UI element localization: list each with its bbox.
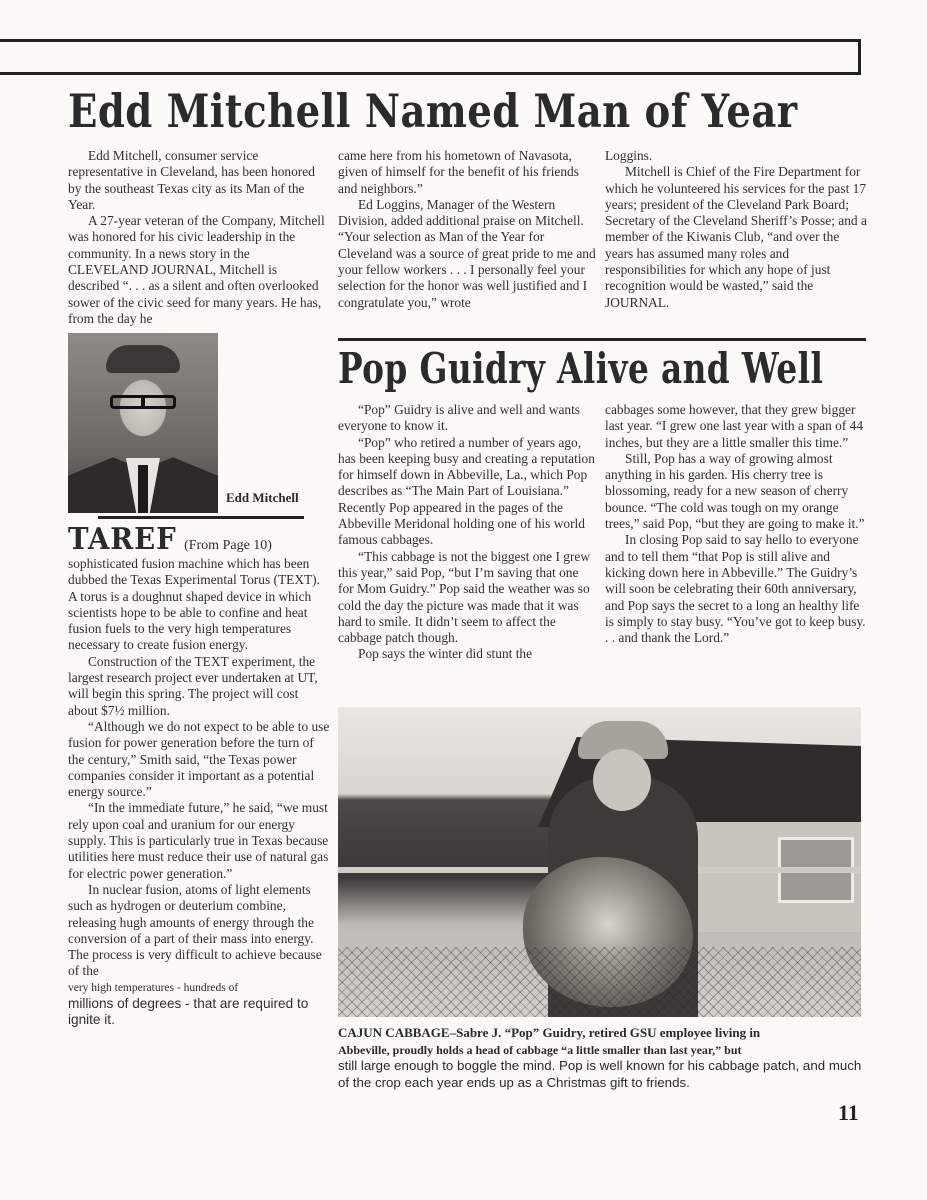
section-divider-rule: [98, 516, 304, 519]
mitchell-column-3: [605, 148, 867, 311]
continued-from-link: (From Page 10): [184, 538, 272, 553]
paragraph: “Pop” Guidry is alive and well and wants everyone to know it.: [338, 402, 581, 434]
headline-pop-guidry: Pop Guidry Alive and Well: [338, 344, 824, 393]
paragraph: came here from his hometown of Navasota, given of himself for the benefit of his friends and neighbors.”: [338, 148, 579, 196]
caption-line: Abbeville, proudly holds a head of cabbage “a little smaller than last year,” but: [338, 1042, 742, 1057]
paragraph: “In the immediate future,” he said, “we must rely upon coal and uranium for our energy supply. This is particularly true in Texas because utilities here must reduce their use of natural gas for electric power generation.”: [68, 800, 329, 881]
paragraph: Ed Loggins, Manager of the Western Division, added additional praise on Mitchell. “Your selection as Man of the Year for Cleveland was a source of great pride to me and your fellow workers . . . I personally feel your selection for the honor was well justified and I congratulate you,” wrote: [338, 196, 596, 310]
paragraph-final-line: millions of degrees - that are required to ignite it.: [68, 996, 309, 1028]
mitchell-column-1: [68, 148, 330, 327]
taref-title: TAREF: [68, 522, 177, 557]
photo-chainlink-fence: [338, 947, 861, 1017]
paragraph: Construction of the TEXT experiment, the largest research project ever undertaken at UT, will begin this spring. The project will cost about $7½ million.: [68, 653, 318, 718]
mitchell-column-2: [338, 148, 598, 311]
guidry-column-1: [338, 402, 596, 663]
paragraph: “This cabbage is not the biggest one I grew this year,” said Pop, “but I’m saving that one for Mom Guidry.” Pop said the weather was so cold the day the picture was made that it was hard to smile. It didn’t seem to affect the cabbage patch though.: [338, 548, 591, 646]
photo-face: [593, 749, 651, 811]
paragraph: Still, Pop has a way of growing almost anything in his garden. His cherry tree is blossoming, ready for a new season of cherry bounce. “The cold was tough on my orange trees,” said Pop, “but they are going to make it.”: [605, 450, 865, 532]
paragraph: Mitchell is Chief of the Fire Department for which he volunteered his services for the past 17 years; president of the Cleveland Park Board; Secretary of the Cleveland Sheriff’s Posse; and a member of the Kiwanis Club, “and over the years has assumed many roles and responsibilities for which any hope of just recognition would be wasted,” said the JOURNAL.: [605, 164, 867, 310]
paragraph: A 27-year veteran of the Company, Mitchell was honored for his civic leadership in the community. In a news story in the CLEVELAND JOURNAL, Mitchell is described “. . . as a silent and often overlooked sower of the civic seed for many years. He has, from the day he: [68, 213, 325, 326]
mitchell-photo-caption: Edd Mitchell: [226, 490, 299, 505]
guidry-column-2: [605, 402, 867, 646]
guidry-photo-caption: [338, 1025, 868, 1091]
caption-line: still large enough to boggle the mind. Pop is well known for his cabbage patch, and much of the crop each year ends up as a Christmas gift to friends.: [338, 1058, 862, 1090]
paragraph: In nuclear fusion, atoms of light elements such as hydrogen or deuterium combine, releasing hugh amounts of energy through the conversion of a part of their mass into energy. The process is very difficult to achieve because of the: [68, 881, 322, 979]
paragraph: “Pop” who retired a number of years ago, has been keeping busy and creating a reputation for himself down in Abbeville, La., which Pop describes as “The Main Part of Louisiana.” Recently Pop appeared in the pages of the Abbeville Meridonal holding one of his world famous cabbages.: [338, 434, 595, 548]
paragraph: cabbages some however, that they grew bigger last year. “I grew one last year with a span of 44 inches, but they are a little smaller this time.”: [605, 402, 864, 450]
paragraph: Pop says the winter did stunt the: [358, 646, 533, 662]
header-banner-box: [0, 39, 861, 75]
paragraph: Loggins.: [605, 148, 653, 163]
page-number: 11: [838, 1100, 859, 1125]
taref-column: [68, 556, 330, 1029]
paragraph-small-line: very high temperatures - hundreds of: [68, 981, 239, 994]
photo-glasses: [110, 395, 176, 409]
paragraph: Edd Mitchell, consumer service representative in Cleveland, has been honored by the southeast Texas city as its Man of the Year.: [68, 148, 315, 212]
photo-hair: [106, 345, 180, 373]
paragraph: In closing Pop said to say hello to everyone and to tell them “that Pop is still alive and kicking down here in Abbeville.” The Guidry’s will soon be celebrating their 60th anniversary, and Pop says the secret to a long an healthy life is simply to stay busy. “You’ve got to keep busy. . . and thank the Lord.”: [605, 532, 866, 646]
section-divider-rule: [338, 338, 866, 341]
pop-guidry-cabbage-photo: [338, 707, 861, 1017]
taref-heading: [68, 522, 272, 557]
caption-line: CAJUN CABBAGE–Sabre J. “Pop” Guidry, retired GSU employee living in: [338, 1025, 761, 1040]
paragraph: sophisticated fusion machine which has been dubbed the Texas Experimental Torus (TEXT). A torus is a doughnut shaped device in which scientists hope to be able to confine and heat fusion fuels to the very high temperatures necessary to create fusion energy.: [68, 556, 320, 653]
photo-tie: [138, 465, 148, 513]
paragraph: “Although we do not expect to be able to use fusion for power generation before the turn of the century,” Smith said, “the Texas power companies consider it important as a potential energy source.”: [68, 718, 330, 800]
edd-mitchell-portrait-photo: [68, 333, 218, 513]
headline-edd-mitchell: Edd Mitchell Named Man of Year: [68, 84, 798, 138]
